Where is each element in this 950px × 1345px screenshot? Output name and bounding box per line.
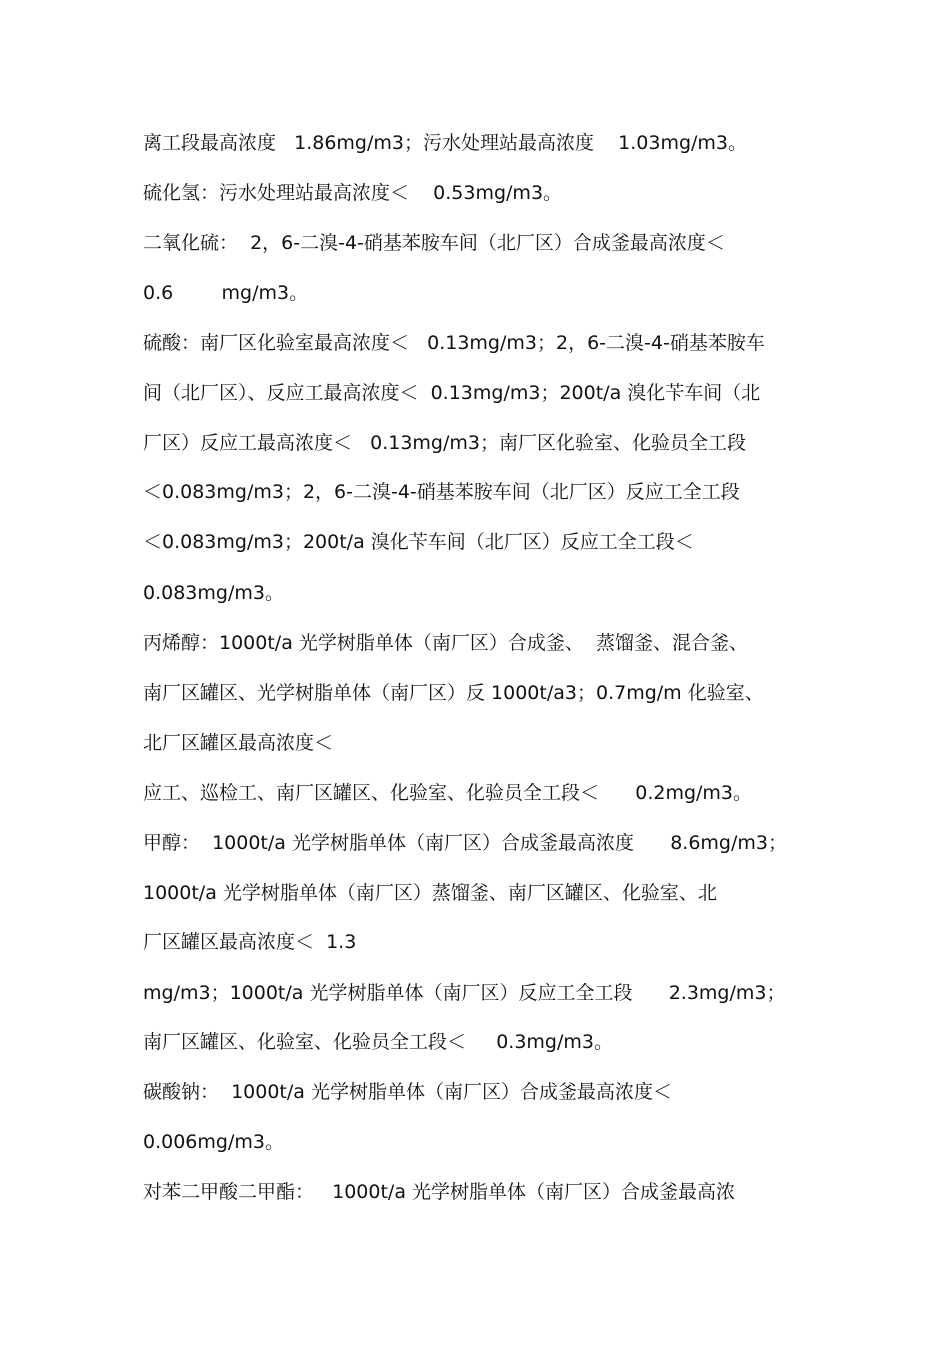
text-line: 丙烯醇：1000t/a 光学树脂单体（南厂区）合成釜、 蒸馏釜、混合釜、	[143, 632, 748, 654]
text-line: 南厂区罐区、化验室、化验员全工段＜ 0.3mg/m3。	[143, 1031, 613, 1053]
text-line: 厂区罐区最高浓度＜ 1.3	[143, 931, 357, 953]
text-line: 0.6 mg/m3。	[143, 282, 309, 304]
text-line: 0.006mg/m3。	[143, 1131, 284, 1153]
text-line: 间（北厂区）、反应工最高浓度＜ 0.13mg/m3；200t/a 溴化苄车间（北	[143, 382, 761, 404]
text-line: 离工段最高浓度 1.86mg/m3；污水处理站最高浓度 1.03mg/m3。	[143, 132, 748, 154]
text-line: ＜0.083mg/m3；2，6-二溴-4-硝基苯胺车间（北厂区）反应工全工段	[143, 481, 740, 503]
text-line: 甲醇： 1000t/a 光学树脂单体（南厂区）合成釜最高浓度 8.6mg/m3；	[143, 832, 787, 854]
text-line: 厂区）反应工最高浓度＜ 0.13mg/m3；南厂区化验室、化验员全工段	[143, 432, 746, 454]
text-line: 0.083mg/m3。	[143, 582, 284, 604]
text-line: 1000t/a 光学树脂单体（南厂区）蒸馏釜、南厂区罐区、化验室、北	[143, 882, 717, 904]
text-line: 北厂区罐区最高浓度＜	[143, 732, 334, 754]
text-line: 硫酸：南厂区化验室最高浓度＜ 0.13mg/m3；2，6-二溴-4-硝基苯胺车	[143, 332, 765, 354]
text-line: 碳酸钠： 1000t/a 光学树脂单体（南厂区）合成釜最高浓度＜	[143, 1081, 672, 1103]
text-line: 硫化氢：污水处理站最高浓度＜ 0.53mg/m3。	[143, 182, 563, 204]
text-line: 对苯二甲酸二甲酯： 1000t/a 光学树脂单体（南厂区）合成釜最高浓	[143, 1181, 736, 1203]
text-line: 南厂区罐区、光学树脂单体（南厂区）反 1000t/a3；0.7mg/m 化验室、	[143, 682, 764, 704]
text-line: mg/m3；1000t/a 光学树脂单体（南厂区）反应工全工段 2.3mg/m3；	[143, 982, 786, 1004]
text-line: ＜0.083mg/m3；200t/a 溴化苄车间（北厂区）反应工全工段＜	[143, 531, 694, 553]
text-line: 应工、巡检工、南厂区罐区、化验室、化验员全工段＜ 0.2mg/m3。	[143, 782, 753, 804]
text-line: 二氧化硫： 2，6-二溴-4-硝基苯胺车间（北厂区）合成釜最高浓度＜	[143, 232, 725, 254]
